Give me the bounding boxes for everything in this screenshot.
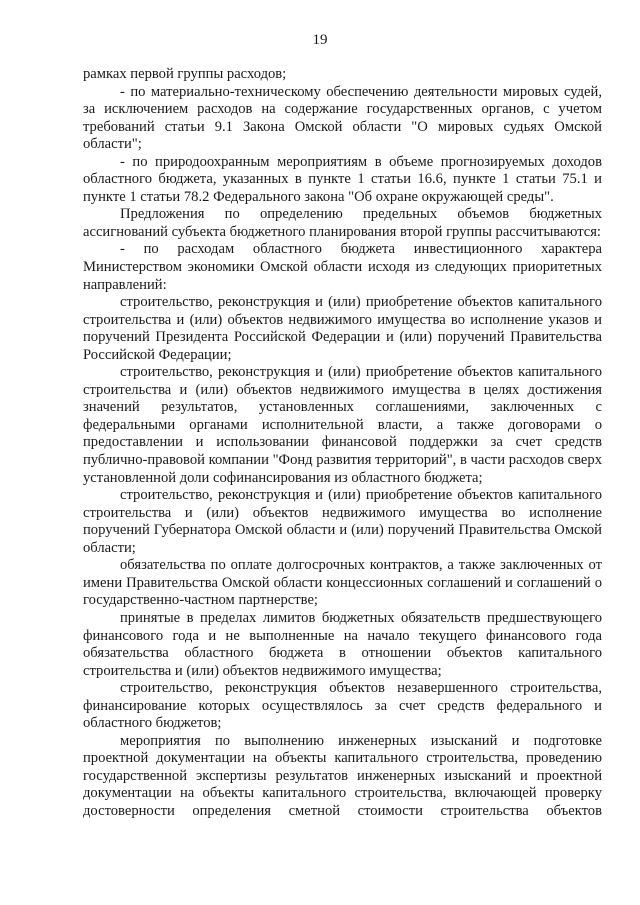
paragraph: обязательства по оплате долгосрочных контрактов, а также заключенных от имени Правительства Омской области концессионных соглашений и соглашений о государственно-частном партнерстве;: [83, 557, 602, 609]
paragraph: Предложения по определению предельных объемов бюджетных ассигнований субъекта бюджетного планирования второй группы рассчитываются:: [83, 206, 602, 240]
paragraph: - по природоохранным мероприятиям в объеме прогнозируемых доходов областного бюджета, указанных в пункте 1 статьи 16.6, пункте 1 статьи 75.1 и пункте 1 статьи 78.2 Федерального закона "Об охране окружающей среды".: [83, 153, 602, 205]
paragraph: - по материально-техническому обеспечению деятельности мировых судей, за исключением расходов на содержание государственных органов, с учетом требований статьи 9.1 Закона Омской области "О мировых судьях Омской области";: [83, 83, 602, 153]
paragraph: рамках первой группы расходов;: [83, 66, 287, 82]
paragraph: принятые в пределах лимитов бюджетных обязательств предшествующего финансового года и не выполненные на начало текущего финансового года обязательства областного бюджета в отношении объектов капитального строительства и (или) объектов недвижимого имущества;: [83, 609, 602, 679]
document-body: [83, 66, 602, 821]
paragraph: строительство, реконструкция и (или) приобретение объектов капитального строительства и (или) объектов недвижимого имущества во исполнение поручений Губернатора Омской области и (или) поручений Правительства Омской области;: [83, 487, 602, 556]
paragraph: строительство, реконструкция объектов незавершенного строительства, финансирование которых осуществлялось за счет средств федерального и областного бюджетов;: [83, 680, 602, 732]
page-number: 19: [312, 32, 328, 48]
paragraph: - по расходам областного бюджета инвестиционного характера Министерством экономики Омской области исходя из следующих приоритетных направлений:: [83, 241, 602, 293]
paragraph: строительство, реконструкция и (или) приобретение объектов капитального строительства и (или) объектов недвижимого имущества во исполнение указов и поручений Президента Российской Федерации и (или) поручений Правительства Российской Федерации;: [83, 294, 602, 363]
paragraph: строительство, реконструкция и (или) приобретение объектов капитального строительства и (или) объектов недвижимого имущества в целях достижения значений результатов, установленных соглашениями, заключенных с федеральными органами исполнительной власти, а также договорами о предоставлении и использовании финансовой поддержки за счет средств публично-правовой компании "Фонд развития территорий", в части расходов сверх установленной доли софинансирования из областного бюджета;: [83, 364, 602, 486]
paragraph: мероприятия по выполнению инженерных изысканий и подготовке проектной документации на объекты капитального строительства, проведению государственной экспертизы результатов инженерных изысканий и проектной документации на объекты капитального строительства, включающей проверку достоверности определения сметной стоимости строительства объектов: [83, 732, 602, 819]
